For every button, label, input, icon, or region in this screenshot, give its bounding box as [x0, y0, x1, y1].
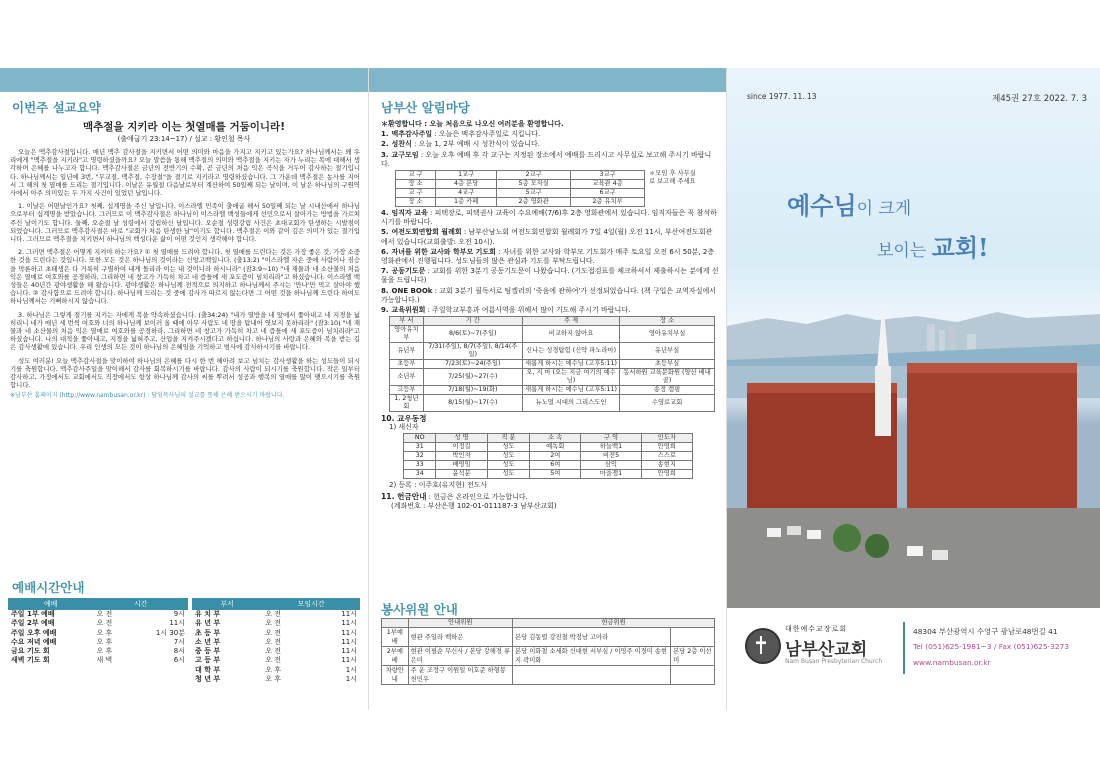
table-cell: 안영희 [641, 469, 692, 478]
gyogu-note: ＊모임 후 사무실로 보고해 주세요 [649, 170, 696, 186]
schedule-time: 6시 [173, 656, 185, 665]
table-cell: 1층 카페 [436, 198, 497, 207]
table-cell: 교 구 [396, 189, 436, 198]
schedule-row [8, 656, 188, 665]
schedule-time: 7시 [173, 637, 185, 646]
schedule-time: 8시 [173, 647, 185, 656]
church-phone: Tel (051)625-1981~3 / Fax (051)625-3273 [913, 642, 1070, 651]
notice-title: 여전도회연합회 월례회 [391, 228, 462, 237]
notice-item [381, 140, 719, 149]
table-cell: 고등부 [390, 386, 424, 395]
table-cell: 7/23(토)~24(주일) [423, 360, 522, 369]
item11-title: 11. 헌금안내 [381, 491, 427, 501]
notice-text: : 교회 3분기 필독서로 팀켈러의 '죽음에 관하여'가 선정되었습니다. (책 구입은 교역자실에서 가능합니다.) [381, 286, 716, 304]
notice-title: 자녀를 위한 교사와 학부모 기도회 [391, 247, 496, 256]
homepage-note: ※남부산 홈페이지 (http://www.nambusan.or.kr) : 담임목사님의 설교를 통해 은혜 받으시기 바랍니다. [10, 392, 285, 400]
volunteer-names: 본당 이화철 소세화 신대현 서부심 / 이영주 이경미 송현지 곽미화 [513, 647, 671, 666]
table-cell: 안영희 [641, 442, 692, 451]
schedule-name: 주일 1부 예배 [11, 610, 55, 618]
table-cell: 비교하지 않아요 [522, 326, 619, 343]
table-cell: 유년부 [390, 343, 424, 360]
schedule-time: 11시 [341, 637, 357, 646]
table-cell: 초등부실 [620, 360, 715, 369]
schedule-name: 중 등 부 [195, 647, 221, 656]
slogan-line-2 [877, 228, 989, 263]
schedule-row [192, 619, 360, 628]
education-row [390, 369, 715, 386]
church-name-en: Nam Busan Presbyterian Church [785, 658, 883, 665]
notice-text: : 주일학교부흥과 여름사역을 위해서 많이 기도해 주시기 바랍니다. [425, 306, 631, 315]
table-cell: 마을쟁1 [581, 469, 641, 478]
schedule-time: 11시 [341, 656, 357, 665]
schedule-row [8, 638, 188, 647]
notice-item [381, 287, 719, 305]
schedule-row [192, 666, 360, 675]
welcome-line: ＊환영합니다 : 오늘 처음으로 나오신 여러분을 환영합니다. [381, 120, 564, 128]
notice-number: 4. [381, 209, 389, 218]
worship-times-table [8, 598, 188, 666]
notice-number: 3. [381, 150, 389, 159]
table-cell: 오, 지 마 (오는 지금 여기의 예수님) [522, 369, 619, 386]
slogan-emph: 교회! [931, 233, 989, 262]
schedule-time: 오 후 [265, 665, 281, 674]
schedule-name: 주일 2부 예배 [11, 619, 55, 628]
table-cell: 수영로교회 [620, 395, 715, 412]
volunteer-names: 현관 주일라 백하은 [408, 628, 512, 647]
notice-number: 6. [381, 247, 389, 256]
news-panel [368, 68, 727, 710]
schedule-time: 11시 [341, 619, 357, 628]
volunteer-row [382, 666, 715, 685]
table-cell: 8/6(토)~7(주일) [423, 326, 522, 343]
volunteer-names [513, 666, 671, 685]
schedule-row [192, 610, 360, 619]
volunteer-row [382, 628, 715, 647]
service-label: 1부예배 [382, 628, 409, 647]
schedule-time: 9시 [173, 610, 185, 618]
col-header: 구 역 [581, 433, 641, 442]
education-row [390, 360, 715, 369]
volunteer-names: 본당 김동렬 강진철 박정남 고아라 [513, 628, 671, 647]
volunteer-table [381, 618, 715, 685]
notice-number: 7. [381, 267, 389, 276]
item11-text: : 헌금은 온라인으로 가능합니다. [426, 492, 528, 501]
schedule-row [8, 619, 188, 628]
education-row [390, 386, 715, 395]
service-label: 차량안내 [382, 666, 409, 685]
slogan-text: 보이는 [877, 241, 932, 261]
schedule-name: 유 치 부 [195, 610, 221, 618]
cross-icon [756, 636, 766, 654]
slogan-line-1 [787, 186, 911, 221]
notice-item [381, 248, 719, 266]
notice-title: ONE BOOk [391, 286, 433, 295]
cover-photo [727, 68, 1100, 608]
schedule-name: 새벽 기도 회 [11, 656, 50, 665]
schedule-time: 11시 [341, 628, 357, 637]
schedule-time: 1시 30분 [155, 628, 185, 637]
table-cell: 7/18(월)~19(화) [423, 386, 522, 395]
sermon-paragraph: 2. 그러면 맥추절은 어떻게 지켜야 하는가요? ① 첫 열매를 드려야 합니다. 첫 열매를 드린다는 것은 가장 좋은 것, 가장 소중한 것을 드린다는 것입니다. 또한 모든 것은 하나님의 것이라는 신앙고백입니다. (출13:2) "이스라엘 자손 중에 사람이나 짐승을 막론하고 초태생은 다 거룩히 구별하여 내게 돌리라 이는 내 것이니라 하시니라" (잠3:9~10) "네 재물과 네 소산물의 처음 익은 열매로 여호와를 공경하라, 그리하면 네 창고가 가득히 차고 네 즙틀에 새 포도즙이 넘치리라"고 하셨습니다. 이스라엘 백성들은 40년간 광야생활을 해 왔습니다. 광야생활은 하나님께 전적으로 의지하고 하나님께서 주시는 '만나'만 먹고 살아야 했습니다. ② 감사함으로 드려야 합니다. 하나님께 드리는 것 중에 감사가 따르지 않는다면 그 어떤 것을 하나님께 드린다 하여도 하나님께서는 기뻐하시지 않습니다. [10, 248, 360, 306]
col-header: NO [404, 433, 436, 442]
col-header: 직 분 [487, 433, 529, 442]
gyogu-table [395, 170, 645, 207]
schedule-name: 금요 기도 회 [11, 647, 50, 656]
sermon-panel [0, 68, 368, 710]
col-header: 장 소 [620, 317, 715, 326]
schedule-row [192, 656, 360, 665]
table-cell: 비전5 [581, 451, 641, 460]
table-cell: 뉴노멀 시대의 그리스도인 [522, 395, 619, 412]
church-name: 남부산교회 [785, 640, 868, 660]
schedule-time: 11시 [341, 647, 357, 656]
gyogu-row [396, 180, 645, 189]
notice-text: : 오늘 오후 예배 후 각 교구는 지정된 장소에서 예배를 드리시고 사무실로 보고해 주시기 바랍니다. [381, 150, 712, 168]
church-website[interactable]: www.nambusan.or.kr [913, 658, 991, 667]
education-table [389, 316, 715, 412]
sermon-subtitle: (출애굽기 23:14~17) / 설교 : 황인철 목사 [117, 135, 251, 143]
schedule-time: 1시 [345, 675, 357, 684]
news-body [381, 120, 719, 511]
slogan-text: 이 크게 [856, 199, 912, 219]
table-cell: 영아유치부실 [620, 326, 715, 343]
schedule-time: 오 후 [265, 675, 281, 684]
notice-title: 공동기도문 [391, 267, 426, 276]
education-row [390, 395, 715, 412]
notice-number: 1. [381, 130, 389, 139]
newcomer-row [404, 460, 693, 469]
sermon-body [10, 148, 360, 401]
notice-item [381, 209, 719, 227]
newcomer-row [404, 469, 693, 478]
table-cell: 33 [404, 460, 436, 469]
schedule-time: 오 후 [96, 647, 113, 656]
table-cell: 교육관 4층 [571, 180, 645, 189]
col-header: 성 명 [436, 433, 487, 442]
schedule-time: 오 후 [96, 637, 113, 646]
table-cell: 4교구 [436, 189, 497, 198]
col-header: 모임시간 [262, 598, 360, 610]
table-cell: 신나는 성경탐험 (신약 파노라마) [522, 343, 619, 360]
schedule-time: 오 전 [265, 656, 281, 665]
schedule-name: 소 년 부 [195, 637, 221, 646]
schedule-time: 1시 [345, 665, 357, 674]
schedule-row [192, 629, 360, 638]
notice-text: : 오늘 1, 2부 예배 시 성찬식이 있습니다. [411, 140, 541, 149]
schedule-row [192, 675, 360, 684]
schedule-time: 오 후 [96, 628, 113, 637]
notice-title: 교구모임 [391, 150, 419, 159]
notice-title: 성찬식 [391, 140, 412, 149]
col-header: 부 서 [390, 317, 424, 326]
worship-section-title: 예배시간안내 [12, 580, 85, 595]
issue-info: 제45권 27호 2022. 7. 3 [992, 94, 1087, 104]
table-cell: 박인자 [436, 451, 487, 460]
table-cell: 5교구 [497, 189, 571, 198]
notice-item [381, 267, 719, 285]
slogan-emph: 예수님 [787, 191, 857, 220]
col-header: 헌금위원 [513, 619, 715, 628]
table-cell: 1교구 [436, 171, 497, 180]
table-cell: 8/15(월)~17(수) [423, 395, 522, 412]
newcomer-label: 1) 새신자 [389, 423, 419, 432]
table-cell: 삼익 [581, 460, 641, 469]
table-cell: 윤석분 [436, 469, 487, 478]
top-band [369, 68, 727, 92]
table-cell: 영아유치부 [390, 326, 424, 343]
notice-text: : 피택장로, 피택권사 교육이 수요예배(7/6)후 2층 영화관에서 있습니다. 임직자들은 꼭 참석하시기를 바랍니다. [381, 209, 717, 227]
schedule-time: 오 전 [96, 619, 113, 628]
table-cell: 6여 [530, 460, 581, 469]
table-cell: 배영임 [436, 460, 487, 469]
table-cell: 유년부실 [620, 343, 715, 360]
notice-title: 임직자 교육 [391, 209, 428, 218]
sermon-section-title: 이번주 설교요약 [12, 100, 101, 115]
col-header: 주 제 [522, 317, 619, 326]
col-header: 예배 [8, 598, 93, 610]
schedule-time: 11시 [341, 610, 357, 618]
schedule-time: 11시 [169, 619, 185, 628]
transfer-line: 2) 등록 : 이주호(유지현) 전도사 [389, 480, 488, 489]
notice-item [381, 306, 719, 315]
sermon-paragraph: 오늘은 맥추감사절입니다. 매년 맥추 감사절을 지키면서 어떤 의미와 마음을 가지고 지키고 있는가요? 하나님께서는 왜 우리에게 "맥추절을 지키라"고 명령하셨을까요? 오늘 말씀을 통해 맥추절의 의미와 맥추절을 지키는 자가 누리는 복에 대해서 생각하며 은혜를 나누고자 합니다. 맥추감사절은 금년의 전반기의 수확, 곧 금년의 처음 익은 곡식을 거두어 감사하는 절기입니다. 하나님께서는 일년에 3번, "무교절, 맥추절, 수장절"을 절기로 지키라고 명령하셨습니다. 그 가운데 맥추절은 농사를 지어서 그 해의 첫 열매를 드리는 절기입니다. 이날은 유월절 다음날로부터 계산하여 50일째 되는 날이며, 이 날은 하나님의 구원역사에서 아주 의미있는 두 가지 사건이 있었던 날입니다. [10, 148, 360, 198]
table-cell: 2층 유치부 [571, 198, 645, 207]
divider [903, 622, 905, 674]
schedule-time: 오 전 [265, 647, 281, 656]
table-cell: 이정길 [436, 442, 487, 451]
sermon-title: 맥추절을 지키라 이는 첫열매를 거둠이니라! [83, 121, 285, 133]
newcomer-table [403, 433, 693, 479]
notice-title: 맥추감사주일 [391, 130, 433, 139]
gyogu-row [396, 171, 645, 180]
volunteer-names [671, 628, 715, 647]
education-row [390, 326, 715, 343]
table-cell: 송정 캠핑 [620, 386, 715, 395]
schedule-time: 새 벽 [96, 656, 113, 665]
notice-number: 5. [381, 228, 389, 237]
schedule-time: 오 전 [96, 610, 113, 618]
newcomer-row [404, 442, 693, 451]
church-photo-illustration [727, 68, 1100, 608]
schedule-name: 초 등 부 [195, 628, 221, 637]
schedule-row [192, 638, 360, 647]
table-cell: 32 [404, 451, 436, 460]
schedule-row [8, 629, 188, 638]
gyogu-row [396, 198, 645, 207]
bulletin-sheet [0, 68, 1100, 710]
table-cell: 장 소 [396, 180, 436, 189]
sermon-paragraph: 1. 이날은 어떤날인가요? 첫째, 십계명을 주신 날입니다. 이스라엘 민족이 출애굽 해서 50일째 되는 날 시내산에서 하나님으로부터 십계명을 받았습니다. 그러므로 이 맥추감사절은 하나님이 이스라엘 백성들에게 선민으로서 살아가는 방법을 가르쳐 주신 날이기도 합니다. 둘째, 오순절 날 성령에서 강림하신 날입니다. 오순절 성령강림 사건은 초대교회가 탄생하는 시발점이 되었습니다. 그러므로 맥추감사절은 바로 "교회가 처음 탄생한 날"이기도 합니다. 맥추절은 이와 같이 깊은 의미가 있는 절기입니다. 그러므로 맥추절을 지키면서 하나님의 백성다운 삶이 어떤 것인지 생각해야 합니다. [10, 202, 360, 244]
col-header: 부서 [192, 598, 262, 610]
news-section-title: 남부산 알림마당 [381, 100, 470, 115]
col-header: 안내위원 [408, 619, 512, 628]
table-cell: 하늘백1 [581, 442, 641, 451]
sermon-paragraph: 3. 하나님은 그렇게 절기를 지키는 자에게 복을 약속하셨습니다. (출34:24) "내가 열방을 네 앞에서 쫓아내고 네 지경을 넓히리니 네가 매년 세 번씩 여호와 너의 하나님께 보이러 올 때에 아무 사람도 네 땅을 탐내어 엿보지 못하리라" (잠3:10) "네 재물과 네 소산물의 처음 익은 열매로 여호와를 공경하라, 그리하면 네 창고가 가득히 차고 네 즙틀에 새 포도즙이 넘치리라"고 하셨습니다. 나의 대적을 쫓아내고, 지경을 넓혀주고, 산업을 지켜주시겠다고 하십니다. 하나님의 사랑과 은혜와 복을 받는 길은 감사생활에 있습니다. 우리 인생의 모든 것이 하나님의 은혜임을 기억하고 범사에 감사하시기를 바랍니다. [10, 310, 360, 352]
church-address: 48304 부산광역시 수영구 광남로48번길 41 [913, 627, 1058, 636]
newcomer-row [404, 451, 693, 460]
service-label: 2부예배 [382, 647, 409, 666]
col-header: 소 속 [530, 433, 581, 442]
notice-title: 교육위원회 [391, 306, 426, 315]
schedule-time: 오 전 [265, 619, 281, 628]
table-cell: 3교구 [571, 171, 645, 180]
table-cell: 5층 모자실 [497, 180, 571, 189]
notice-text: : 오늘은 맥추감사주일로 지킵니다. [432, 130, 541, 139]
education-row [390, 343, 715, 360]
notice-number: 9. [381, 306, 389, 315]
schedule-name: 수요 저녁 예배 [11, 637, 57, 646]
table-cell: 성도 [487, 442, 529, 451]
table-cell: 송현지 [641, 460, 692, 469]
table-cell: 1, 2청년회 [390, 395, 424, 412]
volunteer-names: 현관 이필순 무신사 / 본당 강해경 류은미 [408, 647, 512, 666]
table-cell: 새롭게 하시는 예수님 (고후5:11) [522, 386, 619, 395]
table-cell: 초등부 [390, 360, 424, 369]
table-cell: 4층 본당 [436, 180, 497, 189]
volunteer-section-title: 봉사위원 안내 [381, 602, 458, 617]
top-band [0, 68, 368, 92]
schedule-name: 청 년 부 [195, 675, 221, 684]
notice-item [381, 228, 719, 246]
schedule-time: 오 전 [265, 637, 281, 646]
table-cell: 장 소 [396, 198, 436, 207]
schedule-name: 주일 오후 예배 [11, 628, 57, 637]
schedule-row [8, 610, 188, 619]
volunteer-names [671, 666, 715, 685]
volunteer-names: 주 운 조정구 이원일 이호준 하형봉 천민우 [408, 666, 512, 685]
table-cell: 7/25(월)~27(수) [423, 369, 522, 386]
schedule-time: 오 전 [265, 628, 281, 637]
table-cell: 예녹회 [530, 442, 581, 451]
schedule-name: 고 등 부 [195, 656, 221, 665]
dept-times-table [192, 598, 360, 684]
table-cell: 스스로 [641, 451, 692, 460]
col-header: 인도자 [641, 433, 692, 442]
table-cell: 성도 [487, 460, 529, 469]
notice-text: : 교회를 위한 3분기 공동기도문이 나왔습니다. (기도접검표를 체크하셔서 제출하시는 분에게 선물을 드립니다) [381, 267, 719, 285]
table-cell: 새롭게 하시는 예수님 (고후5:11) [522, 360, 619, 369]
table-cell: 31 [404, 442, 436, 451]
table-cell: 소년부 [390, 369, 424, 386]
notice-text: : 남부산남노회 여전도회연합회 월례회가 7일 4일(월) 오전 11시, 부산여전도회관에서 있습니다(교회출발: 오전 10시). [381, 228, 713, 246]
table-cell: 성도 [487, 469, 529, 478]
notice-item [381, 130, 719, 139]
denomination: 대한예수교장로회 [785, 625, 848, 633]
sermon-paragraph: 성도 여러분! 오늘 맥추감사절을 맞이하여 하나님의 은혜를 다시 한 번 헤아려 보고 넘치는 감사생활을 하는 성도들이 되시기를 축원합니다. 맥추감사주일을 맞이해서 감사를 회복하시기를 바랍니다. 감사의 사람이 되시기를 축원합니다. 작은 일부터 감사하고, 가정에서도 교회에서도 직장에서도 항상 하나님께 감사의 씨를 뿌려서 성공과 행복의 열매를 많이 맺으시기를 축원합니다. [10, 356, 360, 390]
table-cell: 2층 영화관 [497, 198, 571, 207]
schedule-time: 오 전 [265, 610, 281, 618]
table-cell: 2여 [530, 451, 581, 460]
table-cell: 7/31(주일), 8/7(주일), 8/14(주일) [423, 343, 522, 360]
table-cell: 5여 [530, 469, 581, 478]
church-logo [745, 628, 781, 664]
table-cell: 6교구 [571, 189, 645, 198]
table-cell: 성도 [487, 451, 529, 460]
col-header: 기 간 [423, 317, 522, 326]
table-cell: 34 [404, 469, 436, 478]
account-info: (계좌번호 : 부산은행 102-01-011187-3 남부산교회) [391, 502, 557, 511]
schedule-name: 유 년 부 [195, 619, 221, 628]
schedule-name: 대 학 부 [195, 665, 221, 674]
notice-number: 2. [381, 140, 389, 149]
table-cell: 2교구 [497, 171, 571, 180]
volunteer-names: 본당 2층 이선미 [671, 647, 715, 666]
item10-title: 10. 교우동정 [381, 414, 427, 424]
gyogu-row [396, 189, 645, 198]
notice-text: : 자녀를 위한 교사와 학부모 기도회가 매주 토요일 오전 6시 50분, 2층 영화관에서 진행됩니다. 성도님들의 많은 관심과 기도를 부탁드립니다. [381, 247, 715, 266]
notice-number: 8. [381, 286, 389, 295]
cover-panel [726, 68, 1100, 710]
since-date: since 1977. 11. 13 [747, 92, 817, 101]
church-info-footer [727, 608, 1100, 710]
col-header: 시간 [93, 598, 188, 610]
volunteer-row [382, 647, 715, 666]
table-cell: 동서하원 교육문화원 (양산 배내골) [620, 369, 715, 386]
notice-item [381, 151, 719, 169]
table-cell: 교 구 [396, 171, 436, 180]
